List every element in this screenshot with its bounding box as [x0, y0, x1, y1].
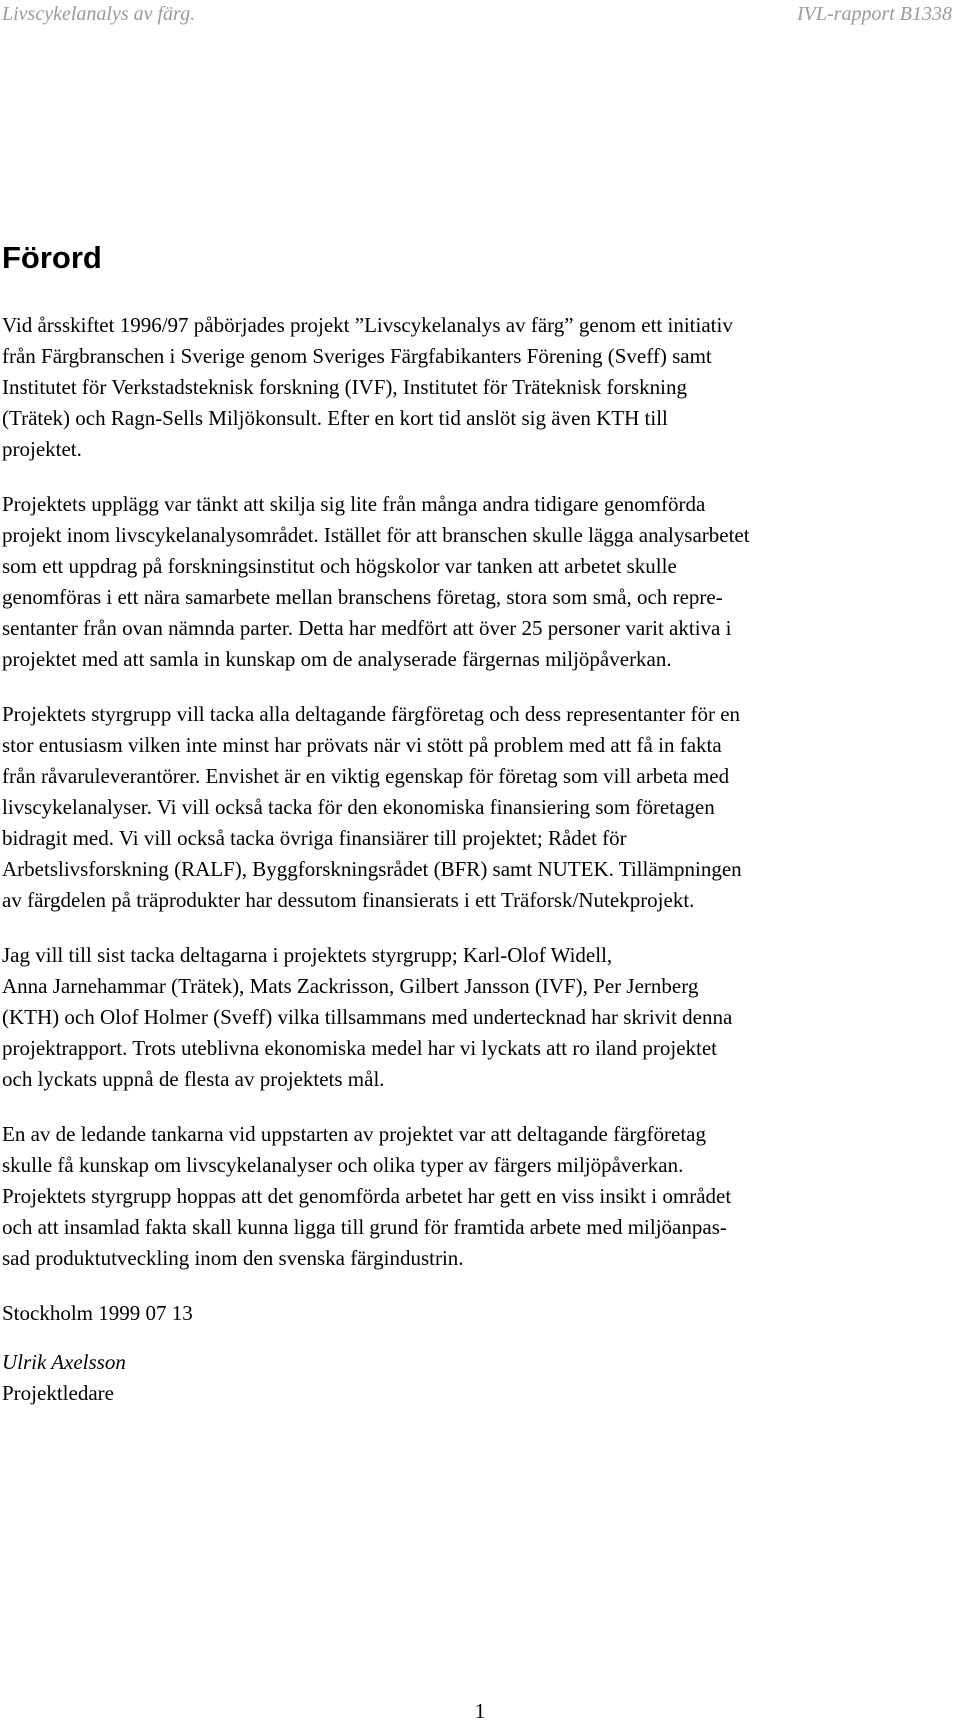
paragraph-line: (KTH) och Olof Holmer (Sveff) vilka tillsammans med undertecknad har skrivit denna: [2, 1005, 733, 1029]
paragraph-line: projektet med att samla in kunskap om de analyserade färgernas miljöpåverkan.: [2, 647, 672, 671]
paragraph-line: sentanter från ovan nämnda parter. Detta har medfört att över 25 personer varit aktiva i: [2, 616, 732, 640]
paragraph-1: [2, 310, 950, 465]
paragraph-line: Arbetslivsforskning (RALF), Byggforskningsrådet (BFR) samt NUTEK. Tillämpningen: [2, 857, 742, 881]
paragraph-line: av färgdelen på träprodukter har dessutom finansierats i ett Träforsk/Nutekprojekt.: [2, 888, 695, 912]
signature-block: [2, 1347, 950, 1409]
paragraph-line: (Trätek) och Ragn-Sells Miljökonsult. Efter en kort tid anslöt sig även KTH till: [2, 406, 668, 430]
page-number: 1: [474, 1699, 486, 1723]
paragraph-line: skulle få kunskap om livscykelanalyser och olika typer av färgers miljöpåverkan.: [2, 1153, 684, 1177]
paragraph-2: [2, 489, 950, 675]
paragraph-line: Projektets upplägg var tänkt att skilja sig lite från många andra tidigare genomförda: [2, 492, 706, 516]
paragraph-line: som ett uppdrag på forskningsinstitut och högskolor var tanken att arbetet skulle: [2, 554, 677, 578]
paragraph-line: från Färgbranschen i Sverige genom Sveriges Färgfabikanters Förening (Sveff) samt: [2, 344, 712, 368]
paragraph-line: Vid årsskiftet 1996/97 påbörjades projekt ”Livscykelanalys av färg” genom ett initiativ: [2, 313, 733, 337]
body-text: [2, 310, 950, 1433]
paragraph-3: [2, 699, 950, 916]
paragraph-4: [2, 940, 950, 1095]
paragraph-5: [2, 1119, 950, 1274]
paragraph-line: projektet.: [2, 437, 82, 461]
place-and-date: Stockholm 1999 07 13: [2, 1301, 193, 1325]
paragraph-line: Projektets styrgrupp vill tacka alla deltagande färgföretag och dess representanter för en: [2, 702, 741, 726]
paragraph-line: och lyckats uppnå de flesta av projektets mål.: [2, 1067, 385, 1091]
paragraph-line: sad produktutveckling inom den svenska färgindustrin.: [2, 1246, 464, 1270]
paragraph-line: Projektets styrgrupp hoppas att det genomförda arbetet har gett en viss insikt i området: [2, 1184, 732, 1208]
signatory-role: Projektledare: [2, 1381, 114, 1405]
paragraph-line: projekt inom livscykelanalysområdet. Istället för att branschen skulle lägga analysarbetet: [2, 523, 750, 547]
paragraph-line: Institutet för Verkstadsteknisk forskning (IVF), Institutet för Träteknisk forskning: [2, 375, 687, 399]
paragraph-line: Jag vill till sist tacka deltagarna i projektets styrgrupp; Karl-Olof Widell,: [2, 943, 613, 967]
signatory-name: Ulrik Axelsson: [2, 1350, 126, 1374]
header-report-subject: Livscykelanalys av färg.: [2, 3, 196, 25]
paragraph-line: livscykelanalyser. Vi vill också tacka för den ekonomiska finansiering som företagen: [2, 795, 715, 819]
paragraph-line: projektrapport. Trots uteblivna ekonomiska medel har vi lyckats att ro iland projektet: [2, 1036, 718, 1060]
paragraph-line: En av de ledande tankarna vid uppstarten av projektet var att deltagande färgföretag: [2, 1122, 706, 1146]
paragraph-line: och att insamlad fakta skall kunna ligga till grund för framtida arbete med miljöanpas-: [2, 1215, 727, 1239]
paragraph-line: stor entusiasm vilken inte minst har prövats när vi stött på problem med att få in fakta: [2, 733, 722, 757]
section-title: Förord: [2, 240, 102, 275]
paragraph-line: bidragit med. Vi vill också tacka övriga finansiärer till projektet; Rådet för: [2, 826, 627, 850]
paragraph-line: genomföras i ett nära samarbete mellan branschens företag, stora som små, och repre-: [2, 585, 723, 609]
paragraph-line: från råvaruleverantörer. Envishet är en viktig egenskap för företag som vill arbeta med: [2, 764, 730, 788]
paragraph-line: Anna Jarnehammar (Trätek), Mats Zackrisson, Gilbert Jansson (IVF), Per Jernberg: [2, 974, 699, 998]
header-report-number: IVL-rapport B1338: [797, 3, 952, 25]
